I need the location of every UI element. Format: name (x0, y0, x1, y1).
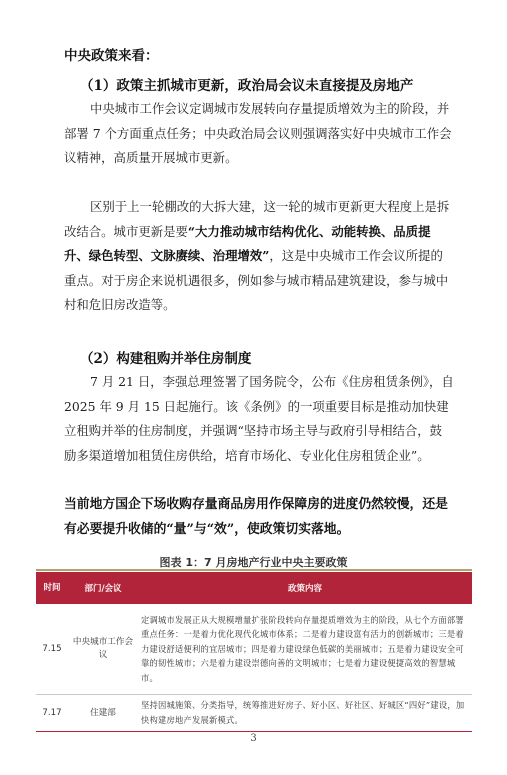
section2-paragraph-1: 7 月 21 日，李强总理签署了国务院令，公布《住房租赁条例》，自 2025 年 9 月 15 日起施行。该《条例》的一项重要目标是推动加快建立租购并举的住房制度，并强调“坚持市场主导与政府引导相结合，鼓励多渠道增加租赁住房供给，培育市场化、专业化住房租赁企业”。 (64, 374, 454, 463)
section1-p2-text-after: ，这是中央城市工作会议所提的重点。对于房企来说机遇很多，例如参与城市精品建筑建设，参与城中村和危旧房改造等。 (64, 248, 449, 313)
table-row (36, 604, 472, 695)
section1-p2-text-before: 区别于上一轮棚改的大拆大建，这一轮的城市更新更大程度上是拆改结合。城市更新是要 (64, 199, 450, 239)
section1-paragraph-1: 中央城市工作会议定调城市发展转向存量提质增效为主的阶段，并部署 7 个方面重点任务；中央政治局会议则强调落实好中央城市工作会议精神，高质量开展城市更新。 (64, 101, 452, 166)
policy-table (36, 572, 472, 732)
header-date: 时间 (36, 572, 68, 604)
section1-p2-emphasis: “大力推动城市结构优化、动能转换、品质提升、绿色转型、文脉赓续、治理增效” (64, 223, 431, 264)
row-dept: 住建部 (68, 695, 138, 732)
row-dept: 中央城市工作会议 (68, 604, 138, 695)
section2-bold-paragraph: 当前地方国企下场收购存量商品房用作保障房的进度仍然较慢，还是有必要提升收储的“量”与“效”，使政策切实落地。 (64, 497, 448, 537)
row-date: 7.17 (36, 695, 68, 732)
row-content: 定调城市发展正从大规模增量扩张阶段转向存量提质增效为主的阶段，从七个方面部署重点任务：一是着力优化现代化城市体系；二是着力建设富有活力的创新城市；三是着力建设舒适便利的宜居城市；四是着力建设绿色低碳的美丽城市；五是着力建设安全可靠的韧性城市；六是着力建设崇德向善的文明城市；七是着力建设便捷高效的智慧城市。 (138, 604, 472, 695)
figure-title: 图表 1：7 月房地产行业中央主要政策 (159, 556, 348, 569)
header-content: 政策内容 (138, 572, 472, 604)
row-date: 7.15 (36, 604, 68, 695)
section2-title: （2）构建租购并举住房制度 (80, 351, 252, 367)
table-header-row (36, 572, 472, 604)
header-dept: 部门/会议 (68, 572, 138, 604)
section1-paragraph-2 (64, 195, 454, 318)
table-row (36, 695, 472, 732)
main-heading: 中央政策来看： (64, 48, 159, 64)
figure-title-rule (36, 569, 472, 571)
page-number: 3 (250, 733, 257, 744)
section1-title: （1）政策主抓城市更新，政治局会议未直接提及房地产 (80, 78, 414, 94)
row-content: 坚持因城施策、分类指导，统筹推进好房子、好小区、好社区、好城区“四好”建设，加快构建房地产发展新模式。 (138, 695, 472, 732)
